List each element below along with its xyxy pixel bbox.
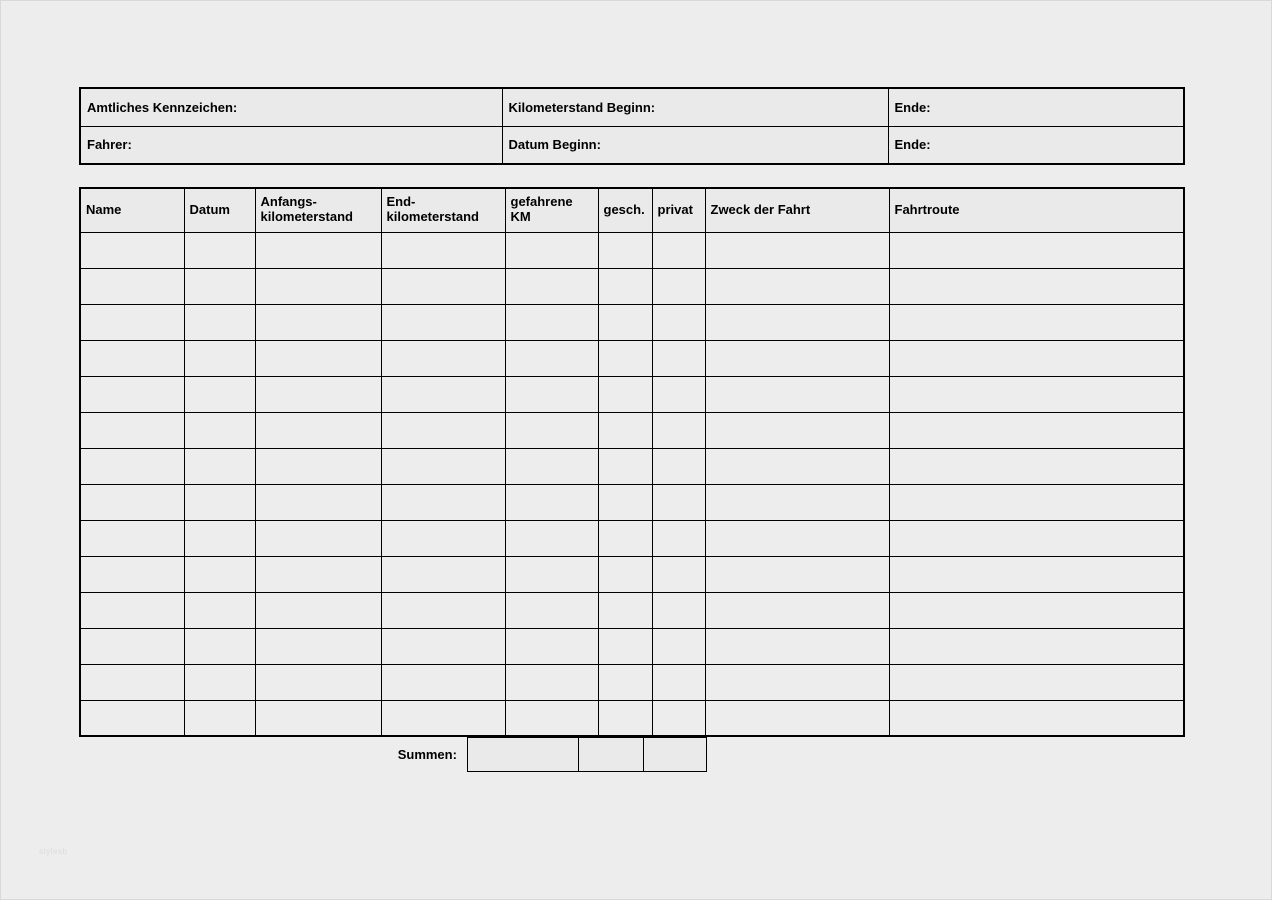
cell-private[interactable] — [652, 700, 705, 736]
cell-start-odometer[interactable] — [255, 448, 381, 484]
cell-name[interactable] — [80, 520, 184, 556]
cell-private[interactable] — [652, 412, 705, 448]
column-header-name: Name — [80, 188, 184, 232]
cell-start-odometer[interactable] — [255, 484, 381, 520]
cell-name[interactable] — [80, 340, 184, 376]
trip-log-body — [80, 232, 1184, 736]
table-row — [80, 520, 1184, 556]
cell-end-odometer[interactable] — [381, 628, 505, 664]
cell-business[interactable] — [598, 664, 652, 700]
cell-driven-km[interactable] — [505, 700, 598, 736]
cell-route[interactable] — [889, 700, 1184, 736]
cell-purpose[interactable] — [705, 376, 889, 412]
cell-business[interactable] — [598, 556, 652, 592]
cell-datum[interactable] — [184, 484, 255, 520]
vehicle-info-table — [79, 87, 1185, 165]
cell-purpose[interactable] — [705, 628, 889, 664]
cell-start-odometer[interactable] — [255, 556, 381, 592]
cell-driven-km[interactable] — [505, 268, 598, 304]
field-date-end-label[interactable]: Ende: — [888, 126, 1184, 164]
cell-driven-km[interactable] — [505, 376, 598, 412]
cell-purpose[interactable] — [705, 232, 889, 268]
cell-business[interactable] — [598, 268, 652, 304]
cell-private[interactable] — [652, 376, 705, 412]
cell-driven-km[interactable] — [505, 484, 598, 520]
cell-driven-km[interactable] — [505, 232, 598, 268]
column-header-datum: Datum — [184, 188, 255, 232]
cell-business[interactable] — [598, 340, 652, 376]
cell-name[interactable] — [80, 484, 184, 520]
table-row — [80, 448, 1184, 484]
cell-private[interactable] — [652, 448, 705, 484]
cell-purpose[interactable] — [705, 412, 889, 448]
cell-purpose[interactable] — [705, 484, 889, 520]
fahrtenbuch-sheet — [79, 87, 1183, 773]
totals-label: Summen: — [397, 747, 457, 762]
table-row — [80, 556, 1184, 592]
cell-name[interactable] — [80, 232, 184, 268]
cell-start-odometer[interactable] — [255, 664, 381, 700]
cell-route[interactable] — [889, 520, 1184, 556]
table-row — [80, 304, 1184, 340]
cell-private[interactable] — [652, 628, 705, 664]
trip-log-table — [79, 187, 1185, 737]
cell-business[interactable] — [598, 700, 652, 736]
cell-business[interactable] — [598, 520, 652, 556]
cell-purpose[interactable] — [705, 448, 889, 484]
cell-datum[interactable] — [184, 340, 255, 376]
cell-start-odometer[interactable] — [255, 412, 381, 448]
cell-end-odometer[interactable] — [381, 340, 505, 376]
trip-log-header-row — [80, 188, 1184, 232]
cell-datum[interactable] — [184, 628, 255, 664]
cell-private[interactable] — [652, 484, 705, 520]
table-row — [80, 628, 1184, 664]
cell-start-odometer[interactable] — [255, 232, 381, 268]
field-date-start-label[interactable]: Datum Beginn: — [502, 126, 888, 164]
totals-table — [79, 737, 707, 772]
cell-business[interactable] — [598, 304, 652, 340]
cell-purpose[interactable] — [705, 592, 889, 628]
cell-end-odometer[interactable] — [381, 592, 505, 628]
cell-name[interactable] — [80, 556, 184, 592]
cell-start-odometer[interactable] — [255, 340, 381, 376]
cell-name[interactable] — [80, 628, 184, 664]
column-header-purpose: Zweck der Fahrt — [705, 188, 889, 232]
cell-name[interactable] — [80, 376, 184, 412]
cell-name[interactable] — [80, 700, 184, 736]
cell-end-odometer[interactable] — [381, 412, 505, 448]
cell-private[interactable] — [652, 592, 705, 628]
cell-route[interactable] — [889, 484, 1184, 520]
totals-private-cell[interactable] — [643, 738, 706, 772]
cell-name[interactable] — [80, 304, 184, 340]
table-row — [80, 376, 1184, 412]
cell-purpose[interactable] — [705, 340, 889, 376]
cell-private[interactable] — [652, 268, 705, 304]
cell-private[interactable] — [652, 232, 705, 268]
cell-route[interactable] — [889, 376, 1184, 412]
cell-end-odometer[interactable] — [381, 520, 505, 556]
cell-private[interactable] — [652, 304, 705, 340]
cell-end-odometer[interactable] — [381, 700, 505, 736]
cell-name[interactable] — [80, 448, 184, 484]
column-header-start-odometer: Anfangs- kilometerstand — [255, 188, 381, 232]
column-header-business: gesch. — [598, 188, 652, 232]
cell-start-odometer[interactable] — [255, 520, 381, 556]
cell-datum[interactable] — [184, 268, 255, 304]
cell-business[interactable] — [598, 484, 652, 520]
cell-route[interactable] — [889, 628, 1184, 664]
cell-private[interactable] — [652, 340, 705, 376]
cell-business[interactable] — [598, 628, 652, 664]
cell-route[interactable] — [889, 664, 1184, 700]
cell-name[interactable] — [80, 664, 184, 700]
field-license-plate-label[interactable]: Amtliches Kennzeichen: — [80, 88, 502, 126]
table-row — [80, 340, 1184, 376]
cell-route[interactable] — [889, 412, 1184, 448]
cell-datum[interactable] — [184, 556, 255, 592]
cell-business[interactable] — [598, 448, 652, 484]
cell-purpose[interactable] — [705, 556, 889, 592]
cell-end-odometer[interactable] — [381, 448, 505, 484]
cell-datum[interactable] — [184, 664, 255, 700]
cell-private[interactable] — [652, 664, 705, 700]
cell-driven-km[interactable] — [505, 664, 598, 700]
cell-private[interactable] — [652, 520, 705, 556]
table-row — [80, 268, 1184, 304]
table-row — [80, 484, 1184, 520]
cell-name[interactable] — [80, 592, 184, 628]
table-row — [80, 700, 1184, 736]
field-odometer-end-label[interactable]: Ende: — [888, 88, 1184, 126]
table-row — [80, 592, 1184, 628]
cell-datum[interactable] — [184, 412, 255, 448]
cell-private[interactable] — [652, 556, 705, 592]
cell-datum[interactable] — [184, 376, 255, 412]
cell-driven-km[interactable] — [505, 592, 598, 628]
cell-end-odometer[interactable] — [381, 376, 505, 412]
cell-driven-km[interactable] — [505, 520, 598, 556]
cell-datum[interactable] — [184, 448, 255, 484]
cell-route[interactable] — [889, 448, 1184, 484]
cell-driven-km[interactable] — [505, 304, 598, 340]
cell-purpose[interactable] — [705, 520, 889, 556]
cell-route[interactable] — [889, 592, 1184, 628]
column-header-private: privat — [652, 188, 705, 232]
cell-name[interactable] — [80, 412, 184, 448]
cell-end-odometer[interactable] — [381, 484, 505, 520]
cell-name[interactable] — [80, 268, 184, 304]
cell-start-odometer[interactable] — [255, 700, 381, 736]
cell-start-odometer[interactable] — [255, 304, 381, 340]
totals-business-cell[interactable] — [579, 738, 644, 772]
cell-business[interactable] — [598, 592, 652, 628]
cell-start-odometer[interactable] — [255, 376, 381, 412]
column-header-end-odometer: End- kilometerstand — [381, 188, 505, 232]
cell-end-odometer[interactable] — [381, 268, 505, 304]
table-row — [80, 232, 1184, 268]
cell-purpose[interactable] — [705, 664, 889, 700]
cell-start-odometer[interactable] — [255, 592, 381, 628]
column-header-driven-km: gefahrene KM — [505, 188, 598, 232]
cell-purpose[interactable] — [705, 304, 889, 340]
cell-start-odometer[interactable] — [255, 268, 381, 304]
cell-driven-km[interactable] — [505, 340, 598, 376]
totals-wrapper — [79, 737, 1183, 773]
cell-route[interactable] — [889, 340, 1184, 376]
cell-end-odometer[interactable] — [381, 556, 505, 592]
cell-datum[interactable] — [184, 232, 255, 268]
cell-datum[interactable] — [184, 520, 255, 556]
table-row — [80, 88, 1184, 126]
table-row — [79, 738, 707, 772]
cell-business[interactable] — [598, 232, 652, 268]
cell-driven-km[interactable] — [505, 412, 598, 448]
cell-datum[interactable] — [184, 304, 255, 340]
watermark-text: stylesb — [39, 847, 68, 856]
cell-datum[interactable] — [184, 700, 255, 736]
cell-driven-km[interactable] — [505, 556, 598, 592]
column-header-route: Fahrtroute — [889, 188, 1184, 232]
cell-route[interactable] — [889, 268, 1184, 304]
field-odometer-start-label[interactable]: Kilometerstand Beginn: — [502, 88, 888, 126]
cell-purpose[interactable] — [705, 268, 889, 304]
cell-end-odometer[interactable] — [381, 232, 505, 268]
cell-start-odometer[interactable] — [255, 628, 381, 664]
cell-business[interactable] — [598, 412, 652, 448]
table-row — [80, 664, 1184, 700]
table-row — [80, 412, 1184, 448]
table-row — [80, 126, 1184, 164]
trip-log-wrapper — [79, 187, 1183, 737]
cell-route[interactable] — [889, 304, 1184, 340]
cell-purpose[interactable] — [705, 700, 889, 736]
cell-driven-km[interactable] — [505, 448, 598, 484]
totals-driven-km-cell[interactable] — [467, 738, 578, 772]
cell-end-odometer[interactable] — [381, 664, 505, 700]
cell-driven-km[interactable] — [505, 628, 598, 664]
cell-datum[interactable] — [184, 592, 255, 628]
cell-route[interactable] — [889, 556, 1184, 592]
field-driver-label[interactable]: Fahrer: — [80, 126, 502, 164]
cell-end-odometer[interactable] — [381, 304, 505, 340]
cell-business[interactable] — [598, 376, 652, 412]
cell-route[interactable] — [889, 232, 1184, 268]
